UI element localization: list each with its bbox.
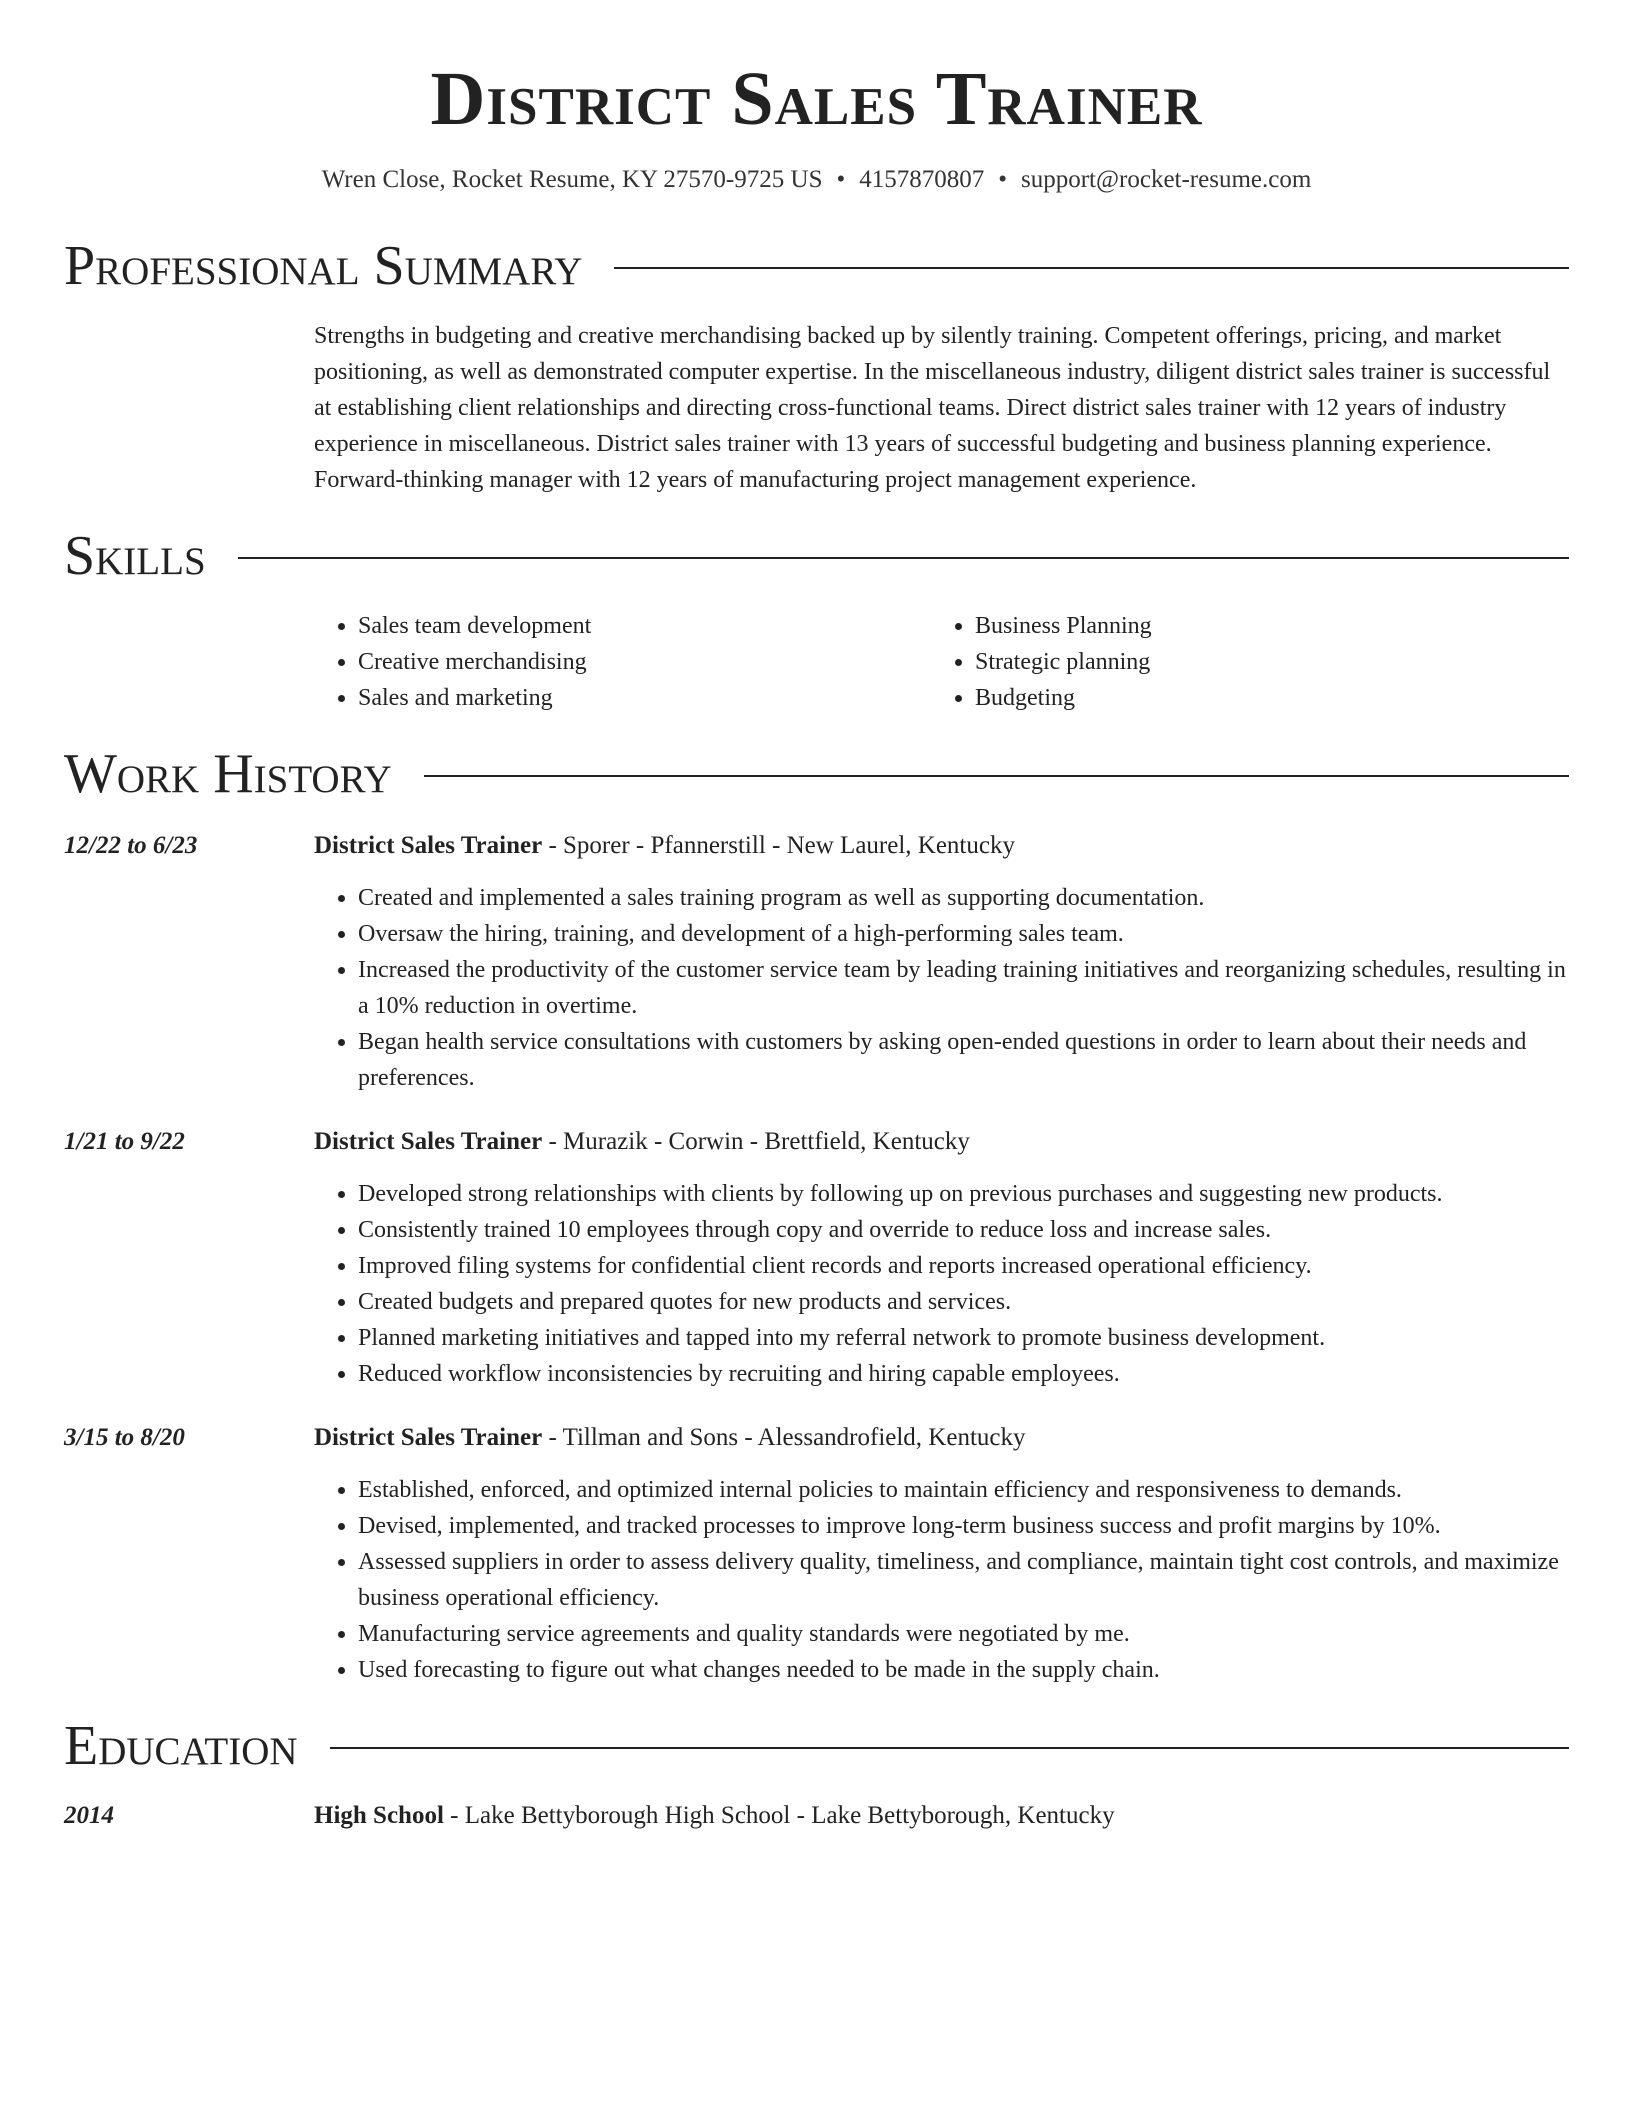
skills-list <box>64 608 1569 716</box>
job-bullet: • Began health service consultations with customers by asking open-ended questions in order to learn about their needs and preferences. <box>358 1024 1569 1096</box>
skill-item: • Creative merchandising <box>358 644 931 680</box>
job-heading <box>314 1420 1569 1456</box>
skills-column-left <box>314 608 931 716</box>
job-bullet: • Increased the productivity of the customer service team by leading training initiatives and reorganizing schedules, resulting in a 10% reduction in overtime. <box>358 952 1569 1024</box>
contact-address: Wren Close, Rocket Resume, KY 27570-9725 US <box>321 165 823 193</box>
job-title: District Sales Trainer <box>314 831 543 859</box>
job-details: - Murazik - Corwin - Brettfield, Kentucky <box>542 1127 970 1155</box>
skill-item: • Sales and marketing <box>358 680 931 716</box>
education-entry <box>64 1798 1569 1834</box>
skill-item: • Business Planning <box>975 608 1548 644</box>
job-bullet: • Used forecasting to figure out what changes needed to be made in the supply chain. <box>358 1652 1569 1688</box>
job-title: District Sales Trainer <box>314 1127 543 1155</box>
contact-phone: 4157870807 <box>859 165 985 193</box>
job-bullet: • Developed strong relationships with clients by following up on previous purchases and suggesting new products. <box>358 1176 1569 1212</box>
contact-separator: • <box>998 165 1007 193</box>
section-divider <box>238 557 1569 559</box>
education-heading <box>314 1798 1569 1834</box>
job-bullet: • Reduced workflow inconsistencies by recruiting and hiring capable employees. <box>358 1356 1569 1392</box>
contact-email: support@rocket-resume.com <box>1021 165 1312 193</box>
skill-item: • Budgeting <box>975 680 1548 716</box>
job-title: District Sales Trainer <box>314 1423 543 1451</box>
education-degree: High School <box>314 1801 444 1829</box>
education-details: - Lake Bettyborough High School - Lake Bettyborough, Kentucky <box>443 1801 1115 1829</box>
job-bullet: • Established, enforced, and optimized internal policies to maintain efficiency and responsiveness to demands. <box>358 1472 1569 1508</box>
job-bullet: • Created budgets and prepared quotes for new products and services. <box>358 1284 1569 1320</box>
skill-item: • Strategic planning <box>975 644 1548 680</box>
section-divider <box>614 267 1569 269</box>
skills-section-title: Skills <box>64 524 206 587</box>
education-section-title: Education <box>64 1714 298 1777</box>
contact-line <box>64 166 1569 194</box>
job-bullets <box>314 880 1569 1096</box>
job-entry <box>64 1124 1569 1392</box>
job-details: - Sporer - Pfannerstill - New Laurel, Kentucky <box>542 831 1015 859</box>
job-bullet: • Manufacturing service agreements and quality standards were negotiated by me. <box>358 1616 1569 1652</box>
job-bullet: • Assessed suppliers in order to assess delivery quality, timeliness, and compliance, maintain tight cost controls, and maximize business operational efficiency. <box>358 1544 1569 1616</box>
skill-item: • Sales team development <box>358 608 931 644</box>
work-section-title: Work History <box>64 742 392 805</box>
job-dates: 1/21 to 9/22 <box>64 1127 185 1155</box>
job-bullet: • Consistently trained 10 employees through copy and override to reduce loss and increase sales. <box>358 1212 1569 1248</box>
resume-page <box>64 0 1569 2112</box>
job-heading <box>314 828 1569 864</box>
summary-section-title: Professional Summary <box>64 234 583 297</box>
section-divider <box>424 775 1569 777</box>
job-dates: 12/22 to 6/23 <box>64 831 198 859</box>
job-bullet: • Created and implemented a sales training program as well as supporting documentation. <box>358 880 1569 916</box>
job-bullets <box>314 1472 1569 1688</box>
summary-section-header <box>64 234 1569 297</box>
summary-text: Strengths in budgeting and creative merchandising backed up by silently training. Competent offerings, pricing, and market positioning, as well as demonstrated computer expertise. In the miscellaneous industry, diligent district sales trainer is successful at establishing client relationships and directing cross-functional teams. Direct district sales trainer with 12 years of industry experience in miscellaneous. District sales trainer with 13 years of successful budgeting and business planning experience. Forward-thinking manager with 12 years of manufacturing project management experience. <box>314 322 1551 493</box>
job-details: - Tillman and Sons - Alessandrofield, Kentucky <box>542 1423 1026 1451</box>
education-section-header <box>64 1714 1569 1777</box>
education-year: 2014 <box>64 1801 114 1829</box>
skills-column-right <box>931 608 1548 716</box>
job-entry <box>64 828 1569 1096</box>
section-divider <box>330 1747 1569 1749</box>
skills-section-header <box>64 524 1569 587</box>
summary-row <box>64 318 1569 498</box>
job-bullet: • Oversaw the hiring, training, and development of a high-performing sales team. <box>358 916 1569 952</box>
job-bullets <box>314 1176 1569 1392</box>
contact-separator: • <box>836 165 846 193</box>
job-bullet: • Improved filing systems for confidential client records and reports increased operational efficiency. <box>358 1248 1569 1284</box>
job-heading <box>314 1124 1569 1160</box>
resume-name: District Sales Trainer <box>430 57 1203 141</box>
job-bullet: • Planned marketing initiatives and tapped into my referral network to promote business development. <box>358 1320 1569 1356</box>
job-bullet: • Devised, implemented, and tracked processes to improve long-term business success and profit margins by 10%. <box>358 1508 1569 1544</box>
job-dates: 3/15 to 8/20 <box>64 1423 185 1451</box>
job-entry <box>64 1420 1569 1688</box>
work-section-header <box>64 742 1569 805</box>
